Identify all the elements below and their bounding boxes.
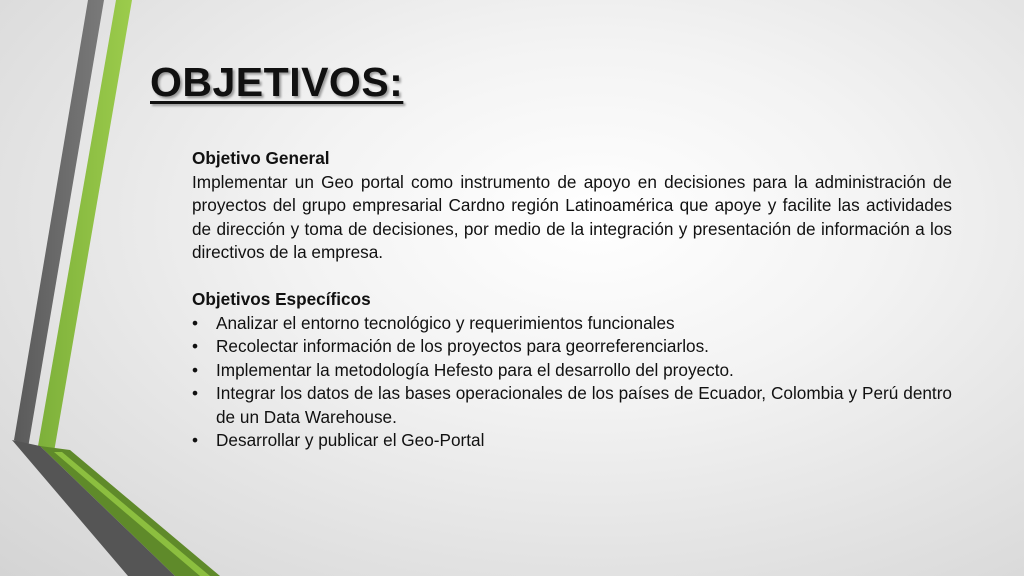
list-item: • Integrar los datos de las bases operacionales de los países de Ecuador, Colombia y Perú dentro de un Data Warehouse. (192, 382, 952, 429)
general-objective-heading: Objetivo General (192, 148, 330, 168)
slide-content (192, 147, 952, 453)
specific-objectives-heading: Objetivos Específicos (192, 289, 371, 309)
list-item: • Analizar el entorno tecnológico y requerimientos funcionales (192, 312, 952, 336)
list-item: • Implementar la metodología Hefesto para el desarrollo del proyecto. (192, 359, 952, 383)
gray-diagonal-band (12, 440, 175, 576)
specific-objectives-list (192, 312, 952, 453)
section-spacer (192, 265, 952, 289)
list-item: • Recolectar información de los proyectos para georreferenciarlos. (192, 335, 952, 359)
slide-title: OBJETIVOS: (150, 59, 404, 105)
general-objective-text: Implementar un Geo portal como instrumento de apoyo en decisiones para la administración de proyectos del grupo empresarial Cardno región Latinoamérica que apoye y facilite las actividades de dirección y toma de decisiones, por medio de la integración y presentación de información a los directivos de la empresa. (192, 171, 952, 262)
list-item: • Desarrollar y publicar el Geo-Portal (192, 429, 952, 453)
